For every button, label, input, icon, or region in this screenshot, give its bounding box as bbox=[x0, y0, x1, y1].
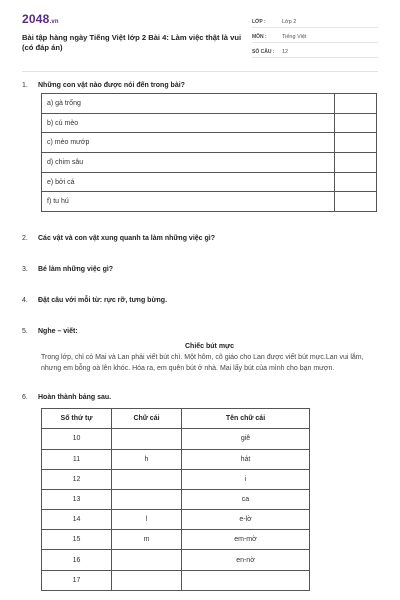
table-row bbox=[42, 172, 377, 192]
table-row bbox=[42, 469, 310, 489]
table-row bbox=[42, 133, 377, 153]
question-text: Nghe – viết: bbox=[38, 328, 78, 336]
meta-value: Tiếng Việt bbox=[282, 33, 307, 40]
page-header bbox=[22, 0, 378, 72]
cell-letter-name: em-mờ bbox=[182, 530, 310, 550]
meta-label: LỚP : bbox=[252, 18, 266, 25]
cell-letter: m bbox=[112, 530, 182, 550]
column-header: Chữ cái bbox=[112, 409, 182, 429]
cell-letter: h bbox=[112, 449, 182, 469]
cell-letter: l bbox=[112, 510, 182, 530]
cell-letter-name: en-nờ bbox=[182, 550, 310, 570]
header-left bbox=[22, 12, 252, 71]
question-2 bbox=[22, 235, 378, 242]
question-3 bbox=[22, 266, 378, 273]
option-label: c) mèo mướp bbox=[42, 133, 335, 153]
cell-letter[interactable] bbox=[112, 429, 182, 449]
document-title: Bài tập hàng ngày Tiếng Việt lớp 2 Bài 4: Làm việc thật là vui (có đáp án) bbox=[22, 33, 242, 52]
meta-label: SỐ CÂU : bbox=[252, 48, 275, 55]
cell-letter[interactable] bbox=[112, 550, 182, 570]
meta-class bbox=[252, 16, 378, 28]
question-number: 5. bbox=[22, 328, 28, 336]
answer-box[interactable] bbox=[335, 94, 377, 114]
option-label: d) chim sâu bbox=[42, 153, 335, 173]
question-number: 4. bbox=[22, 297, 28, 305]
column-header: Số thứ tự bbox=[42, 409, 112, 429]
meta-count bbox=[252, 46, 378, 58]
table-row bbox=[42, 570, 310, 590]
answer-box[interactable] bbox=[335, 113, 377, 133]
cell-order: 14 bbox=[42, 510, 112, 530]
question-1 bbox=[22, 82, 378, 89]
site-logo[interactable] bbox=[22, 12, 252, 29]
cell-order: 15 bbox=[42, 530, 112, 550]
cell-letter-name: e-lờ bbox=[182, 510, 310, 530]
question-text: Các vật và con vật xung quanh ta làm những việc gì? bbox=[38, 235, 215, 243]
cell-letter-name: i bbox=[182, 469, 310, 489]
cell-letter[interactable] bbox=[112, 469, 182, 489]
logo-suffix: .vn bbox=[49, 19, 59, 25]
option-label: a) gà trống bbox=[42, 94, 335, 114]
cell-letter-name bbox=[182, 570, 310, 590]
cell-order: 11 bbox=[42, 449, 112, 469]
question-text: Hoàn thành bảng sau. bbox=[38, 394, 112, 402]
question-text: Đặt câu với mỗi từ: rực rỡ, tưng bừng. bbox=[38, 297, 168, 305]
meta-label: MÔN : bbox=[252, 33, 267, 40]
table-header-row bbox=[42, 409, 310, 429]
answer-box[interactable] bbox=[335, 172, 377, 192]
story-text: Trong lớp, chỉ có Mai và Lan phải viết bút chì. Một hôm, cô giáo cho Lan được viết bút mực.Lan vui lắm, nhưng em bỗng oà lên khóc. Hóa ra, em quên bút ở nhà. Mai lấy bút của mình cho bạn mượn. bbox=[41, 354, 364, 373]
alphabet-table bbox=[41, 408, 310, 591]
table-row bbox=[42, 429, 310, 449]
question-text: Những con vật nào được nói đến trong bài? bbox=[38, 82, 185, 89]
question-number: 1. bbox=[22, 82, 28, 89]
cell-order: 13 bbox=[42, 489, 112, 509]
table-row bbox=[42, 94, 377, 114]
table-row bbox=[42, 449, 310, 469]
table-row bbox=[42, 550, 310, 570]
question-text: Bé làm những việc gì? bbox=[38, 266, 114, 274]
cell-letter[interactable] bbox=[112, 489, 182, 509]
table-row bbox=[42, 153, 377, 173]
question-5 bbox=[22, 328, 378, 335]
table-row bbox=[42, 530, 310, 550]
meta-value: 12 bbox=[282, 48, 289, 55]
question-number: 2. bbox=[22, 235, 28, 243]
question-number: 6. bbox=[22, 394, 28, 402]
table-row bbox=[42, 192, 377, 212]
header-meta bbox=[252, 12, 378, 71]
table-row bbox=[42, 510, 310, 530]
cell-order: 10 bbox=[42, 429, 112, 449]
question-6 bbox=[22, 394, 378, 401]
table-row bbox=[42, 489, 310, 509]
question-4 bbox=[22, 297, 378, 304]
table-row bbox=[42, 113, 377, 133]
cell-letter[interactable] bbox=[112, 570, 182, 590]
logo-text: 2048 bbox=[22, 12, 50, 26]
story-title: Chiếc bút mực bbox=[184, 343, 235, 351]
meta-value: Lớp 2 bbox=[282, 18, 297, 25]
option-label: b) cú mèo bbox=[42, 113, 335, 133]
option-label: f) tu hú bbox=[42, 192, 335, 212]
cell-order: 17 bbox=[42, 570, 112, 590]
column-header: Tên chữ cái bbox=[182, 409, 310, 429]
cell-order: 12 bbox=[42, 469, 112, 489]
answer-box[interactable] bbox=[335, 192, 377, 212]
cell-letter-name: hát bbox=[182, 449, 310, 469]
cell-letter-name: ca bbox=[182, 489, 310, 509]
option-label: e) bởi cá bbox=[42, 172, 335, 192]
cell-letter-name: giê bbox=[182, 429, 310, 449]
answer-box[interactable] bbox=[335, 153, 377, 173]
cell-order: 16 bbox=[42, 550, 112, 570]
answer-box[interactable] bbox=[335, 133, 377, 153]
question-number: 3. bbox=[22, 266, 28, 274]
options-table bbox=[41, 93, 377, 212]
meta-subject bbox=[252, 31, 378, 43]
